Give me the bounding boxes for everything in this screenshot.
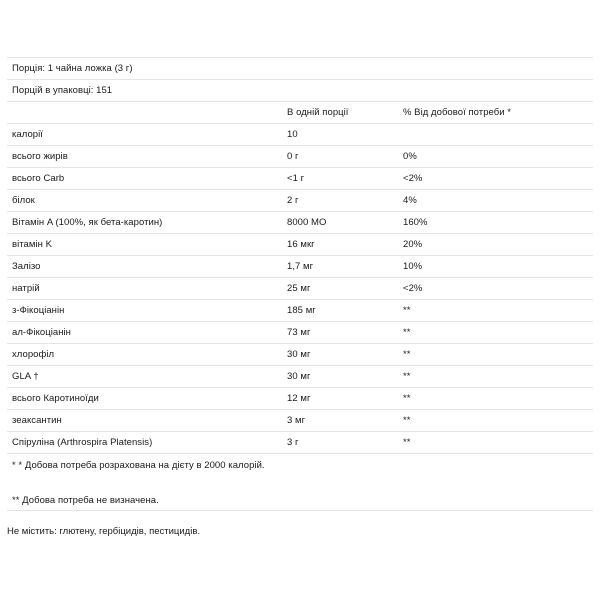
footnote-spacer <box>7 476 593 490</box>
table-bottom-border <box>7 510 593 511</box>
nutrient-amount: 0 г <box>287 151 299 162</box>
nutrient-daily-value: 4% <box>403 195 417 206</box>
servings-per-container-row <box>7 79 593 101</box>
header-amount: В одній порції <box>287 107 349 118</box>
nutrient-daily-value: <2% <box>403 173 423 184</box>
nutrient-amount: 3 мг <box>287 415 306 426</box>
servings-per-container-text: Порцій в упаковці: 151 <box>12 85 113 96</box>
nutrient-amount: 2 г <box>287 195 299 206</box>
nutrient-name: GLA † <box>12 371 39 382</box>
table-row <box>7 321 593 343</box>
nutrient-name: Спіруліна (Arthrospira Platensis) <box>12 437 153 448</box>
footnote-not-established-text: ** Добова потреба не визначена. <box>12 494 159 506</box>
table-row <box>7 431 593 453</box>
nutrient-name: Вітамін A (100%, як бета-каротин) <box>12 217 163 228</box>
table-row <box>7 211 593 233</box>
nutrition-facts-table <box>7 57 593 511</box>
nutrient-name: калорії <box>12 129 43 140</box>
footnote-daily-row <box>7 453 593 476</box>
table-row <box>7 387 593 409</box>
table-row <box>7 167 593 189</box>
nutrient-daily-value: 160% <box>403 217 428 228</box>
nutrient-daily-value: ** <box>403 437 411 448</box>
table-row <box>7 409 593 431</box>
nutrient-amount: 30 мг <box>287 349 311 360</box>
table-row <box>7 343 593 365</box>
nutrient-name: всього жирів <box>12 151 68 162</box>
nutrient-amount: 10 <box>287 129 298 140</box>
nutrient-name: Залізо <box>12 261 41 272</box>
nutrient-daily-value: <2% <box>403 283 423 294</box>
free-from-note: Не містить: глютену, гербіцидів, пестицидів. <box>7 526 201 537</box>
nutrient-daily-value: ** <box>403 415 411 426</box>
nutrient-daily-value: 0% <box>403 151 417 162</box>
nutrient-daily-value: ** <box>403 327 411 338</box>
nutrient-name: зеаксантин <box>12 415 62 426</box>
table-row <box>7 233 593 255</box>
nutrient-name: всього Carb <box>12 173 65 184</box>
nutrient-name: натрій <box>12 283 40 294</box>
footnote-not-established-row <box>7 490 593 510</box>
table-row <box>7 189 593 211</box>
nutrient-amount: 16 мкг <box>287 239 315 250</box>
nutrient-amount: 3 г <box>287 437 299 448</box>
table-row <box>7 299 593 321</box>
nutrient-name: ал-Фікоціанін <box>12 327 71 338</box>
nutrient-daily-value: 20% <box>403 239 423 250</box>
nutrient-name: білок <box>12 195 35 206</box>
nutrient-daily-value: ** <box>403 305 411 316</box>
nutrient-daily-value: 10% <box>403 261 423 272</box>
nutrient-daily-value: ** <box>403 371 411 382</box>
nutrient-name: вітамін K <box>12 239 52 250</box>
nutrient-daily-value: ** <box>403 393 411 404</box>
nutrient-amount: 25 мг <box>287 283 311 294</box>
table-header-row <box>7 101 593 123</box>
table-row <box>7 277 593 299</box>
nutrient-daily-value: ** <box>403 349 411 360</box>
table-row <box>7 255 593 277</box>
nutrient-amount: 30 мг <box>287 371 311 382</box>
nutrient-amount: 12 мг <box>287 393 311 404</box>
table-row <box>7 123 593 145</box>
serving-size-row <box>7 57 593 79</box>
nutrient-name: всього Каротиноїди <box>12 393 99 404</box>
nutrient-amount: <1 г <box>287 173 305 184</box>
nutrient-rows <box>7 123 593 453</box>
nutrient-name: з-Фікоціанін <box>12 305 65 316</box>
header-daily-value: % Від добової потреби * <box>403 107 512 118</box>
nutrient-amount: 73 мг <box>287 327 311 338</box>
footnote-daily-text: * * Добова потреба розрахована на дієту в 2000 калорій. <box>12 459 265 471</box>
nutrient-amount: 1,7 мг <box>287 261 314 272</box>
table-row <box>7 145 593 167</box>
nutrient-amount: 185 мг <box>287 305 316 316</box>
nutrient-name: хлорофіл <box>12 349 55 360</box>
serving-size-text: Порція: 1 чайна ложка (3 г) <box>12 63 133 74</box>
table-row <box>7 365 593 387</box>
nutrient-amount: 8000 МО <box>287 217 327 228</box>
